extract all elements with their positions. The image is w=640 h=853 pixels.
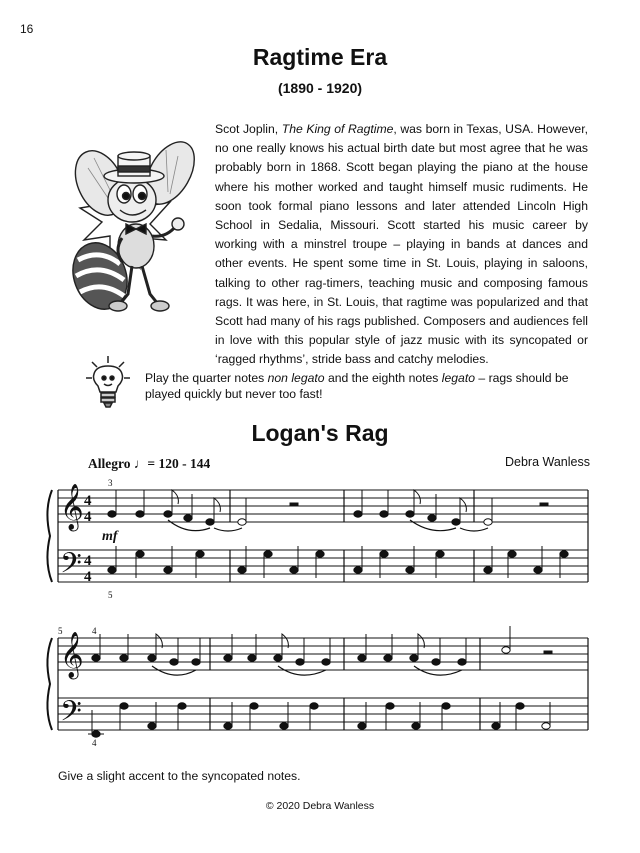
note <box>164 490 179 517</box>
quarter-note-icon: ♩ <box>133 456 148 471</box>
bass-clef-icon: 𝄢 <box>60 549 82 586</box>
time-signature-top: 4 <box>84 493 92 509</box>
tie-slur <box>278 666 326 675</box>
system-2-bass-notes <box>88 702 550 737</box>
tempo-value: = 120 - 144 <box>147 456 211 471</box>
tip-italic-non-legato: non legato <box>267 371 325 385</box>
system-1-treble-notes <box>108 490 548 531</box>
note <box>386 703 394 730</box>
bio-text-start: Scot Joplin, <box>215 122 282 136</box>
fingering-number: 3 <box>108 478 113 488</box>
note <box>484 498 492 525</box>
note <box>170 638 178 665</box>
song-title: Logan's Rag <box>251 420 389 446</box>
system-2-treble-notes <box>92 626 552 675</box>
fingering-number: 5 <box>108 590 113 600</box>
composer-name: Debra Wanless <box>505 455 590 469</box>
note <box>206 498 221 525</box>
page-subtitle: (1890 - 1920) <box>277 80 363 96</box>
measure-number: 5 <box>58 626 63 636</box>
light-bulb-icon <box>84 354 132 410</box>
note <box>458 638 466 665</box>
treble-clef-icon: 𝄞 <box>60 484 84 529</box>
note <box>136 490 144 517</box>
note <box>250 703 258 730</box>
note <box>120 703 128 730</box>
composer-biography <box>215 120 588 370</box>
system-1-bass-notes <box>108 546 568 578</box>
fingering-number: 4 <box>92 626 97 636</box>
copyright-footer: © 2020 Debra Wanless <box>265 800 375 812</box>
note <box>502 626 510 653</box>
time-signature-bottom: 4 <box>84 569 92 585</box>
bee-mascot-illustration <box>70 128 210 323</box>
note <box>354 490 362 517</box>
note <box>380 490 388 517</box>
sheet-music-score <box>0 470 640 780</box>
tip-text-2: and the eighth notes <box>324 371 442 385</box>
tip-text-1: Play the quarter notes <box>145 371 268 385</box>
time-signature-bottom: 4 <box>84 509 92 525</box>
bio-italic-nickname: The King of Ragtime <box>281 122 394 136</box>
performance-tip <box>145 370 595 402</box>
half-rest <box>290 503 298 506</box>
note <box>310 703 318 730</box>
tie-slur <box>152 666 196 675</box>
tie-slur <box>214 528 242 531</box>
dynamic-mf: mf <box>102 529 118 544</box>
bio-text-rest: , was born in Texas, USA. However, no one really knows his actual birth date but most agree that he was probably born in 1868. Scott began playing the piano at the house where his mother worked and taught himself music rudiments. He soon took formal piano lessons and later attended Lincoln High School in Sedalia, Missouri. Scott started his music career by working with a minstrel troupe – playing in bands at dances and other events. He spent some time in St. Louis, playing in saloons, talking to other rag-timers, teaching music and composing famous rags. It was here, in St. Louis, that ragtime was popularized and that Scott had many of his rags published. Composers and audiences fell in love with this popular style of jazz music with its syncopated or ‘ragged rhythms’, stride bass and catchy melodies. <box>215 122 588 367</box>
fingering-number: 4 <box>92 738 97 748</box>
tempo-word: Allegro <box>88 456 131 471</box>
accent-instruction: Give a slight accent to the syncopated notes. <box>58 769 301 783</box>
time-signature-top: 4 <box>84 553 92 569</box>
treble-clef-icon: 𝄞 <box>60 632 84 677</box>
page-number: 16 <box>20 22 34 36</box>
tip-text-3: – rags should be played quickly but never too fast! <box>145 371 569 401</box>
half-rest <box>544 651 552 654</box>
bass-clef-icon: 𝄢 <box>60 697 82 734</box>
half-rest <box>540 503 548 506</box>
tie-slur <box>414 666 462 675</box>
tie-slur <box>460 528 488 531</box>
note <box>322 638 330 665</box>
note <box>442 703 450 730</box>
note <box>192 638 200 665</box>
note <box>108 490 116 517</box>
note <box>238 498 246 525</box>
note <box>432 638 440 665</box>
note <box>296 638 304 665</box>
note <box>178 703 186 730</box>
note <box>452 498 467 525</box>
page-title: Ragtime Era <box>252 44 388 70</box>
tip-italic-legato: legato <box>441 371 476 385</box>
note <box>516 703 524 730</box>
note <box>406 490 421 517</box>
